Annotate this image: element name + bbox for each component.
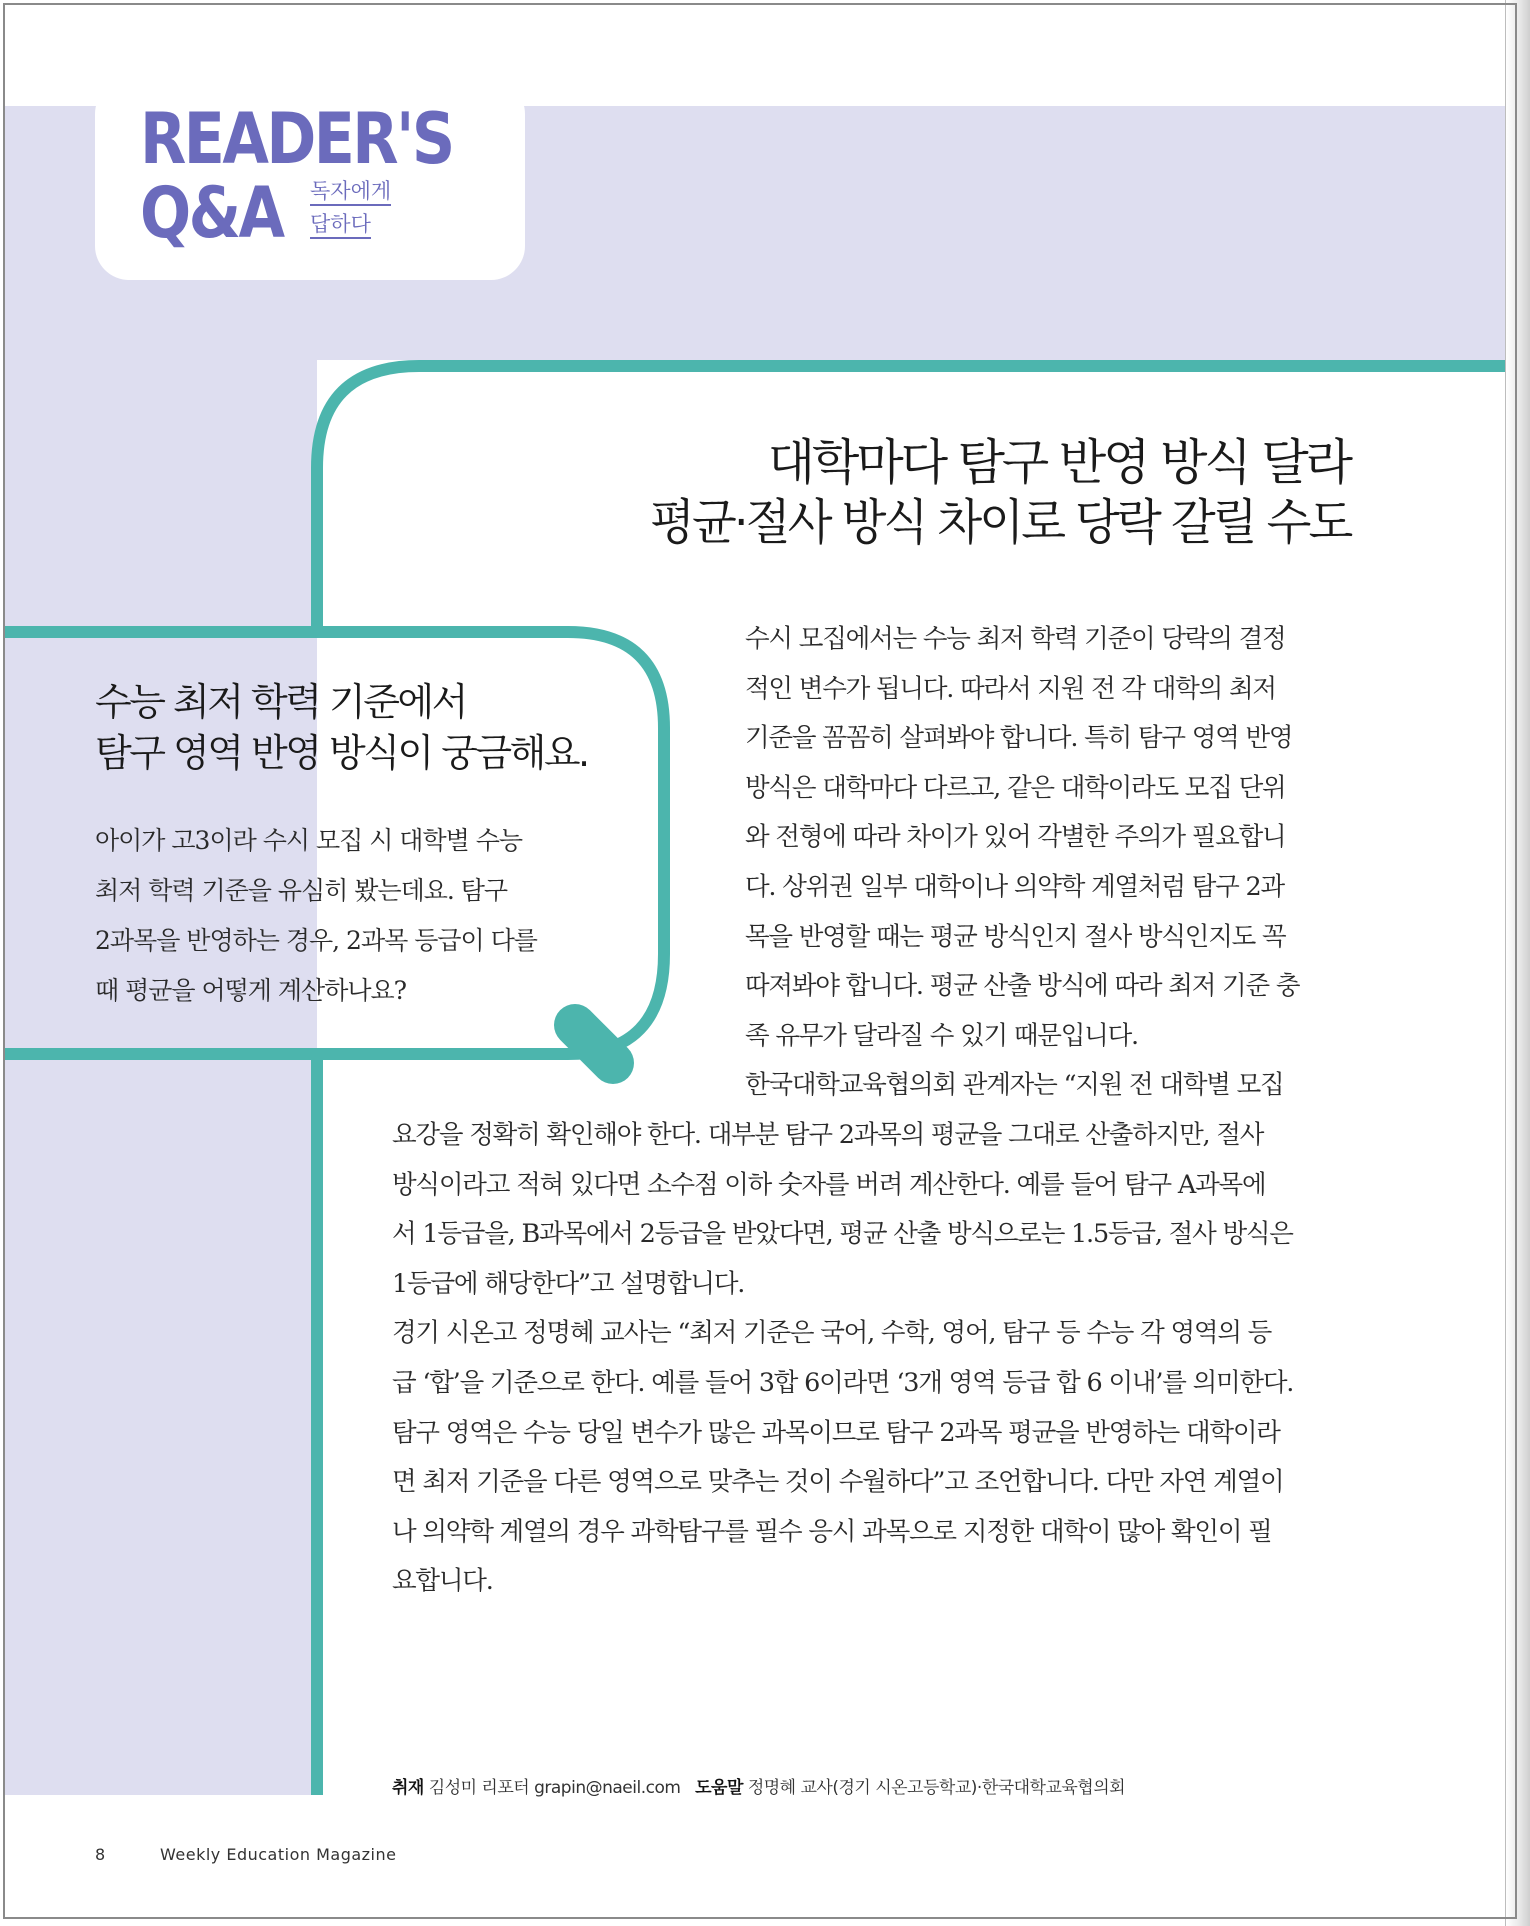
answer-line: 나 의약학 계열의 경우 과학탐구를 필수 응시 과목으로 지정한 대학이 많아 확인이 필 [392, 1516, 1272, 1547]
question-title-line: 탐구 영역 반영 방식이 궁금해요. [95, 731, 588, 775]
credits-help-label: 도움말 [695, 1778, 743, 1798]
answer-line: 1등급에 해당한다”고 설명합니다. [392, 1268, 745, 1299]
question-body-line: 아이가 고3이라 수시 모집 시 대학별 수능 [95, 826, 522, 855]
question-title-line: 수능 최저 학력 기준에서 [95, 680, 466, 724]
answer-line: 따져봐야 합니다. 평균 산출 방식에 따라 최저 기준 충 [745, 971, 1300, 1002]
answer-line: 족 유무가 달라질 수 있기 때문입니다. [745, 1020, 1138, 1051]
question-body-line: 때 평균을 어떻게 계산하나요? [95, 976, 407, 1005]
answer-line: 수시 모집에서는 수능 최저 학력 기준이 당락의 결정 [745, 624, 1286, 654]
answer-line: 기준을 꼼꼼히 살펴봐야 합니다. 특히 탐구 영역 반영 [745, 723, 1293, 754]
answer-line: 와 전형에 따라 차이가 있어 각별한 주의가 필요합니 [745, 822, 1286, 853]
answer-line: 요강을 정확히 확인해야 한다. 대부분 탐구 2과목의 평균을 그대로 산출하지만, 절사 [392, 1120, 1264, 1150]
question-title [95, 677, 588, 779]
credits-help-text: 정명혜 교사(경기 시온고등학교)·한국대학교육협의회 [747, 1778, 1126, 1798]
answer-line: 경기 시온고 정명혜 교사는 “최저 기준은 국어, 수학, 영어, 탐구 등 수능 각 영역의 등 [392, 1318, 1272, 1349]
answer-line: 방식은 대학마다 다르고, 같은 대학이라도 모집 단위 [745, 772, 1286, 803]
question-body [95, 816, 537, 1016]
answer-wide-text [392, 1111, 1293, 1607]
page-number: 8 [95, 1845, 106, 1864]
article-headline [610, 433, 1350, 553]
answer-line: 다. 상위권 일부 대학이나 의약학 계열처럼 탐구 2과 [745, 871, 1284, 902]
answer-line: 한국대학교육협의회 관계자는 “지원 전 대학별 모집 [745, 1070, 1284, 1101]
answer-line: 서 1등급을, B과목에서 2등급을 받았다면, 평균 산출 방식으로는 1.5등급, 절사 방식은 [392, 1219, 1293, 1250]
answer-line: 면 최저 기준을 다른 영역으로 맞추는 것이 수월하다”고 조언합니다. 다만 자연 계열이 [392, 1467, 1284, 1498]
headline-line: 평균·절사 방식 차이로 당락 갈릴 수도 [649, 494, 1350, 551]
question-body-line: 최저 학력 기준을 유심히 봤는데요. 탐구 [95, 876, 508, 905]
question-body-line: 2과목을 반영하는 경우, 2과목 등급이 다를 [95, 926, 537, 955]
answer-line: 요합니다. [392, 1566, 493, 1597]
answer-line: 방식이라고 적혀 있다면 소수점 이하 숫자를 버려 계산한다. 예를 들어 탐구 A과목에 [392, 1169, 1266, 1200]
answer-line: 목을 반영할 때는 평균 방식인지 절사 방식인지도 꼭 [745, 921, 1286, 952]
answer-line: 적인 변수가 됩니다. 따라서 지원 전 각 대학의 최저 [745, 673, 1276, 704]
logo-readers: READER'S [140, 98, 453, 180]
article-credits [392, 1773, 1125, 1798]
headline-line: 대학마다 탐구 반영 방식 달라 [767, 434, 1350, 491]
logo-subtitle-line1: 독자에게 [310, 178, 391, 206]
answer-line: 탐구 영역은 수능 당일 변수가 많은 과목이므로 탐구 2과목 평균을 반영하는 대학이라 [392, 1417, 1280, 1448]
magazine-name: Weekly Education Magazine [160, 1845, 397, 1864]
logo-qa: Q&A [140, 172, 283, 254]
answer-column-text [745, 615, 1299, 1111]
credits-reporting-label: 취재 [392, 1778, 424, 1798]
credits-reporting-text: 김성미 리포터 grapin@naeil.com [428, 1778, 681, 1798]
answer-line: 급 ‘합’을 기준으로 한다. 예를 들어 3합 6이라면 ‘3개 영역 등급 합 6 이내’를 의미한다. [392, 1367, 1294, 1398]
logo-subtitle-line2: 답하다 [310, 211, 371, 239]
